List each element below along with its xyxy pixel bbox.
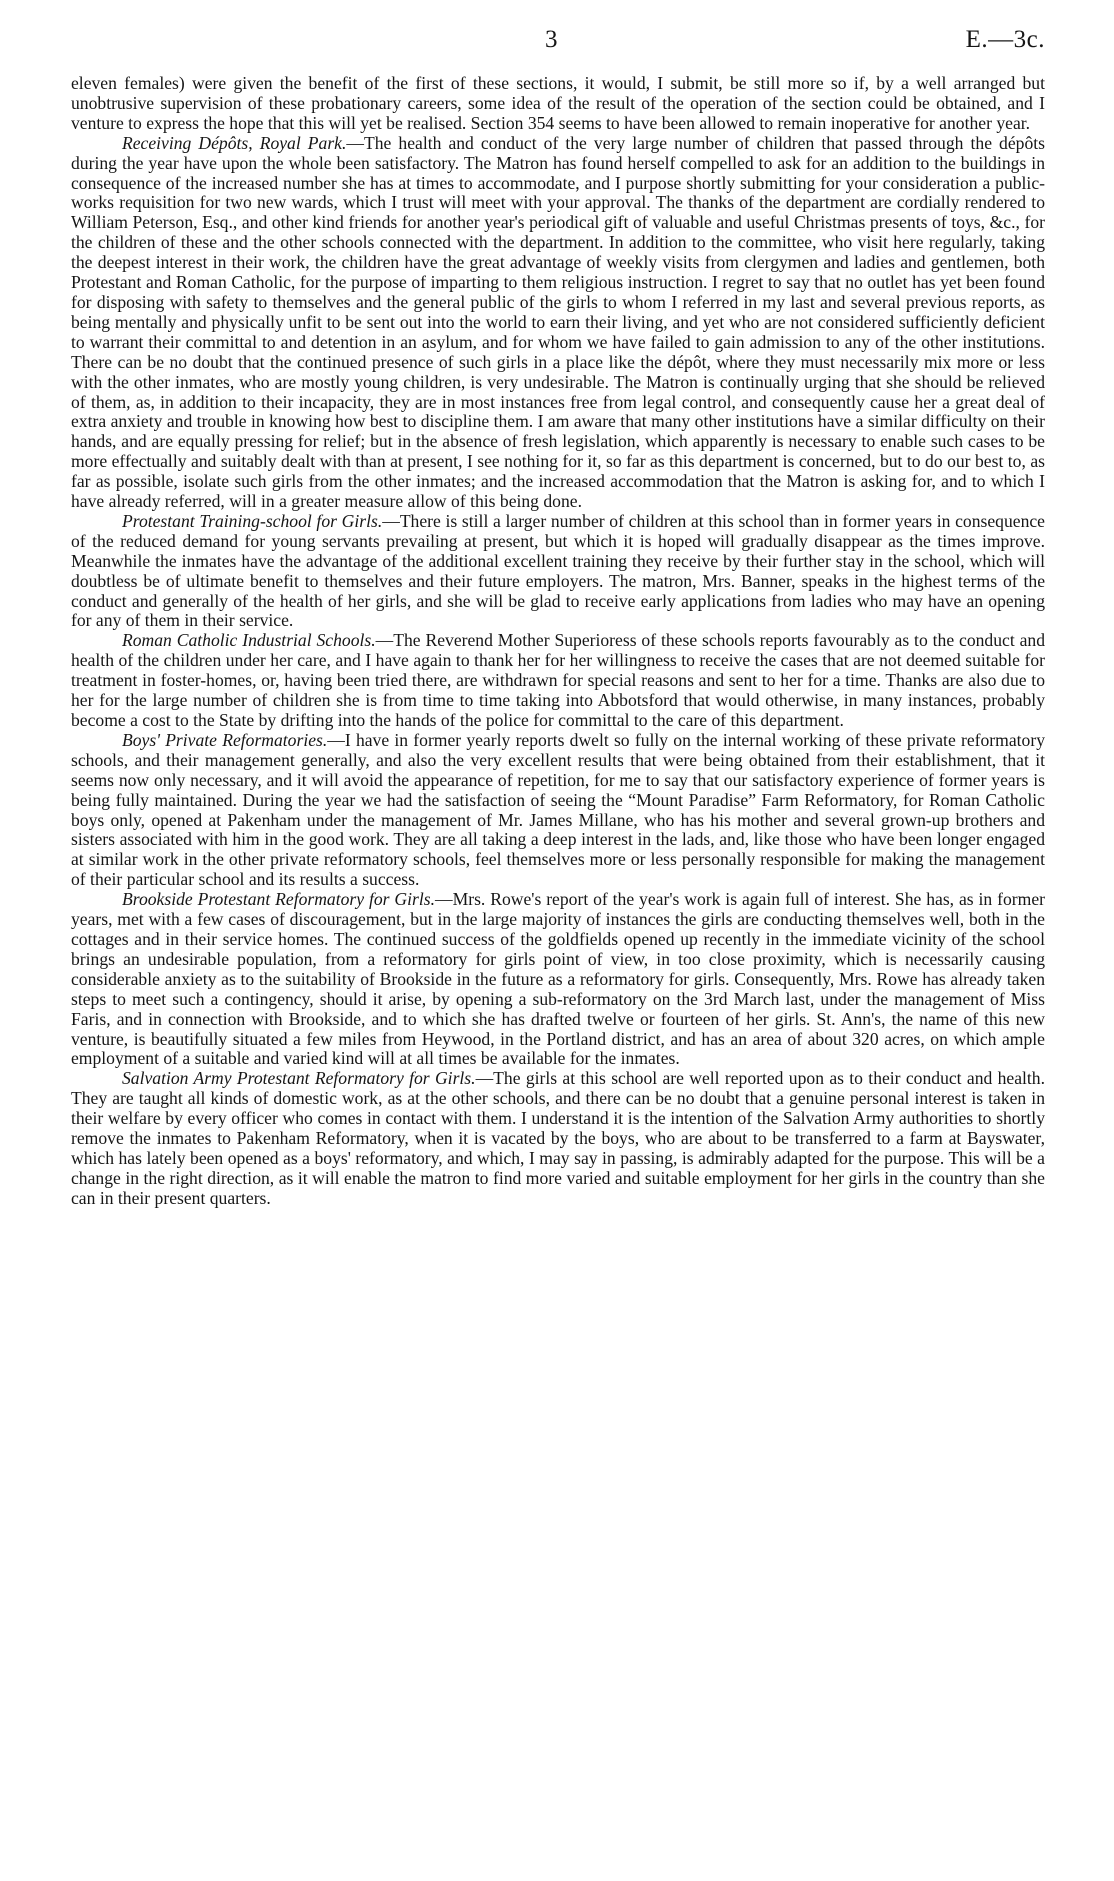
paragraph-brookside-reformatory: [71, 890, 1045, 1069]
paragraph-text: —There is still a larger number of children at this school than in former years in consequence of the reduced demand for young servants prevailing at present, but which it is hoped will gradually disappear as the times improve. Meanwhile the inmates have the advantage of the additional excellent training they receive by their further stay in the school, which will doubtless be of ultimate benefit to themselves and their future employers. The matron, Mrs. Banner, speaks in the highest terms of the conduct and generally of the health of her girls, and she will be glad to receive early applications from ladies who may have an opening for any of them in their service.: [71, 510, 1045, 631]
section-heading: Roman Catholic Industrial Schools.: [122, 630, 376, 651]
paragraph-text: —I have in former yearly reports dwelt so fully on the internal working of these private reformatory schools, and their management generally, and also the very excellent results that were being obtained from their establishment, that it seems now only necessary, and it will avoid the appearance of repetition, for me to say that our satisfactory experience of former years is being fully maintained. During the year we had the satisfaction of seeing the “Mount Paradise” Farm Reformatory, for Roman Catholic boys only, opened at Pakenham under the management of Mr. James Millane, who has his mother and several grown-up brothers and sisters associated with him in the good work. They are all taking a deep interest in the lads, and, like those who have been longer engaged at similar work in the other private reformatory schools, feel themselves more or less personally responsible for making the management of their particular school and its results a success.: [71, 729, 1045, 890]
paragraph-text: eleven females) were given the benefit of the first of these sections, it would, I submit, be still more so if, by a well arranged but unobtrusive supervision of these probationary careers, some idea of the result of the operation of the section could be obtained, and I venture to express the hope that this will yet be realised. Section 354 seems to have been allowed to remain inoperative for another year.: [71, 73, 1045, 133]
section-heading: Receiving Dépôts, Royal Park.: [122, 132, 347, 153]
paragraph-text: —The health and conduct of the very large number of children that passed through the dépôts during the year have upon the whole been satisfactory. The Matron has found herself compelled to ask for an addition to the buildings in consequence of the increased number she has at times to accommodate, and I purpose shortly submitting for your consideration a public-works requisition for two new wards, which I trust will meet with your approval. The thanks of the department are cordially rendered to William Peterson, Esq., and other kind friends for another year's periodical gift of valuable and useful Christmas presents of toys, &c., for the children of these and the other schools connected with the department. In addition to the committee, who visit here regularly, taking the deepest interest in their work, the children have the great advantage of weekly visits from clergymen and ladies and gentlemen, both Protestant and Roman Catholic, for the purpose of imparting to them religious instruction. I regret to say that no outlet has yet been found for disposing with safety to themselves and the general public of the girls to whom I referred in my last and several previous reports, as being mentally and physically unfit to be sent out into the world to earn their living, and yet who are not considered sufficiently deficient to warrant their committal to and detention in an asylum, and for whom we have failed to gain admission to any of the other institutions. There can be no doubt that the continued presence of such girls in a place like the dépôt, where they must necessarily mix more or less with the other inmates, who are mostly young children, is very undesirable. The Matron is continually urging that she should be relieved of them, as, in addition to their incapacity, they are in most instances free from legal control, and consequently cause her a great deal of extra anxiety and trouble in knowing how best to discipline them. I am aware that many other institutions have a similar difficulty on their hands, and are equally pressing for relief; but in the absence of fresh legislation, which apparently is necessary to enable such cases to be more effectually and suitably dealt with than at present, I see nothing for it, so far as this department is concerned, but to do our best to, as far as possible, isolate such girls from the other inmates; and the increased accommodation that the Matron is asking for, and to which I have already referred, will in a greater measure allow of this being done.: [71, 132, 1045, 512]
section-heading: Boys' Private Reformatories.: [122, 729, 328, 750]
paragraph-receiving-depots: [71, 134, 1045, 512]
paragraph-text: —Mrs. Rowe's report of the year's work is again full of interest. She has, as in former years, met with a few cases of discouragement, but in the large majority of instances the girls are conducting themselves well, both in the cottages and in their service homes. The continued success of the goldfields opened up recently in the immediate vicinity of the school brings an undesirable population, from a reformatory for girls point of view, in too close proximity, which is necessarily causing considerable anxiety as to the suitability of Brookside in the future as a reformatory for girls. Consequently, Mrs. Rowe has already taken steps to meet such a contingency, should it arise, by opening a sub-reformatory on the 3rd March last, under the management of Miss Faris, and in connection with Brookside, and to which she has drafted twelve or fourteen of her girls. St. Ann's, the name of this new venture, is beautifully situated a few miles from Heywood, in the Portland district, and has an area of about 320 acres, on which ample employment of a suitable and varied kind will at all times be available for the inmates.: [71, 889, 1045, 1069]
page-header: [71, 22, 1045, 74]
section-heading: Protestant Training-school for Girls.: [122, 510, 383, 531]
document-reference: E.—3c.: [965, 26, 1045, 53]
paragraph-boys-private-reformatories: [71, 731, 1045, 890]
paragraph-continuation: [71, 74, 1045, 134]
paragraph-text: —The Reverend Mother Superioress of these schools reports favourably as to the conduct and health of the children under her care, and I have again to thank her for her willingness to receive the cases that are not deemed suitable for treatment in foster-homes, or, having been tried there, are withdrawn for special reasons and sent to her for a time. Thanks are also due to her for the large number of children she is from time to time taking into Abbotsford that would otherwise, in many instances, probably become a cost to the State by drifting into the hands of the police for committal to the care of this department.: [71, 630, 1045, 730]
paragraph-salvation-army-reformatory: [71, 1069, 1045, 1208]
page-number: 3: [545, 26, 558, 53]
paragraph-text: —The girls at this school are well reported upon as to their conduct and health. They are taught all kinds of domestic work, as at the other schools, and there can be no doubt that a genuine personal interest is taken in their welfare by every officer who comes in contact with them. I understand it is the intention of the Salvation Army authorities to shortly remove the inmates to Pakenham Reformatory, when it is vacated by the boys, who are about to be transferred to a farm at Bayswater, which has lately been opened as a boys' reformatory, and which, I may say in passing, is admirably adapted for the purpose. This will be a change in the right direction, as it will enable the matron to find more varied and suitable employment for her girls in the country than she can in their present quarters.: [71, 1068, 1045, 1208]
section-heading: Brookside Protestant Reformatory for Girls.: [122, 889, 435, 910]
section-heading: Salvation Army Protestant Reformatory for Girls.: [122, 1068, 476, 1089]
document-page: [71, 22, 1045, 1209]
paragraph-protestant-training-school: [71, 512, 1045, 631]
body-text: [71, 74, 1045, 1209]
paragraph-roman-catholic-industrial-schools: [71, 631, 1045, 731]
